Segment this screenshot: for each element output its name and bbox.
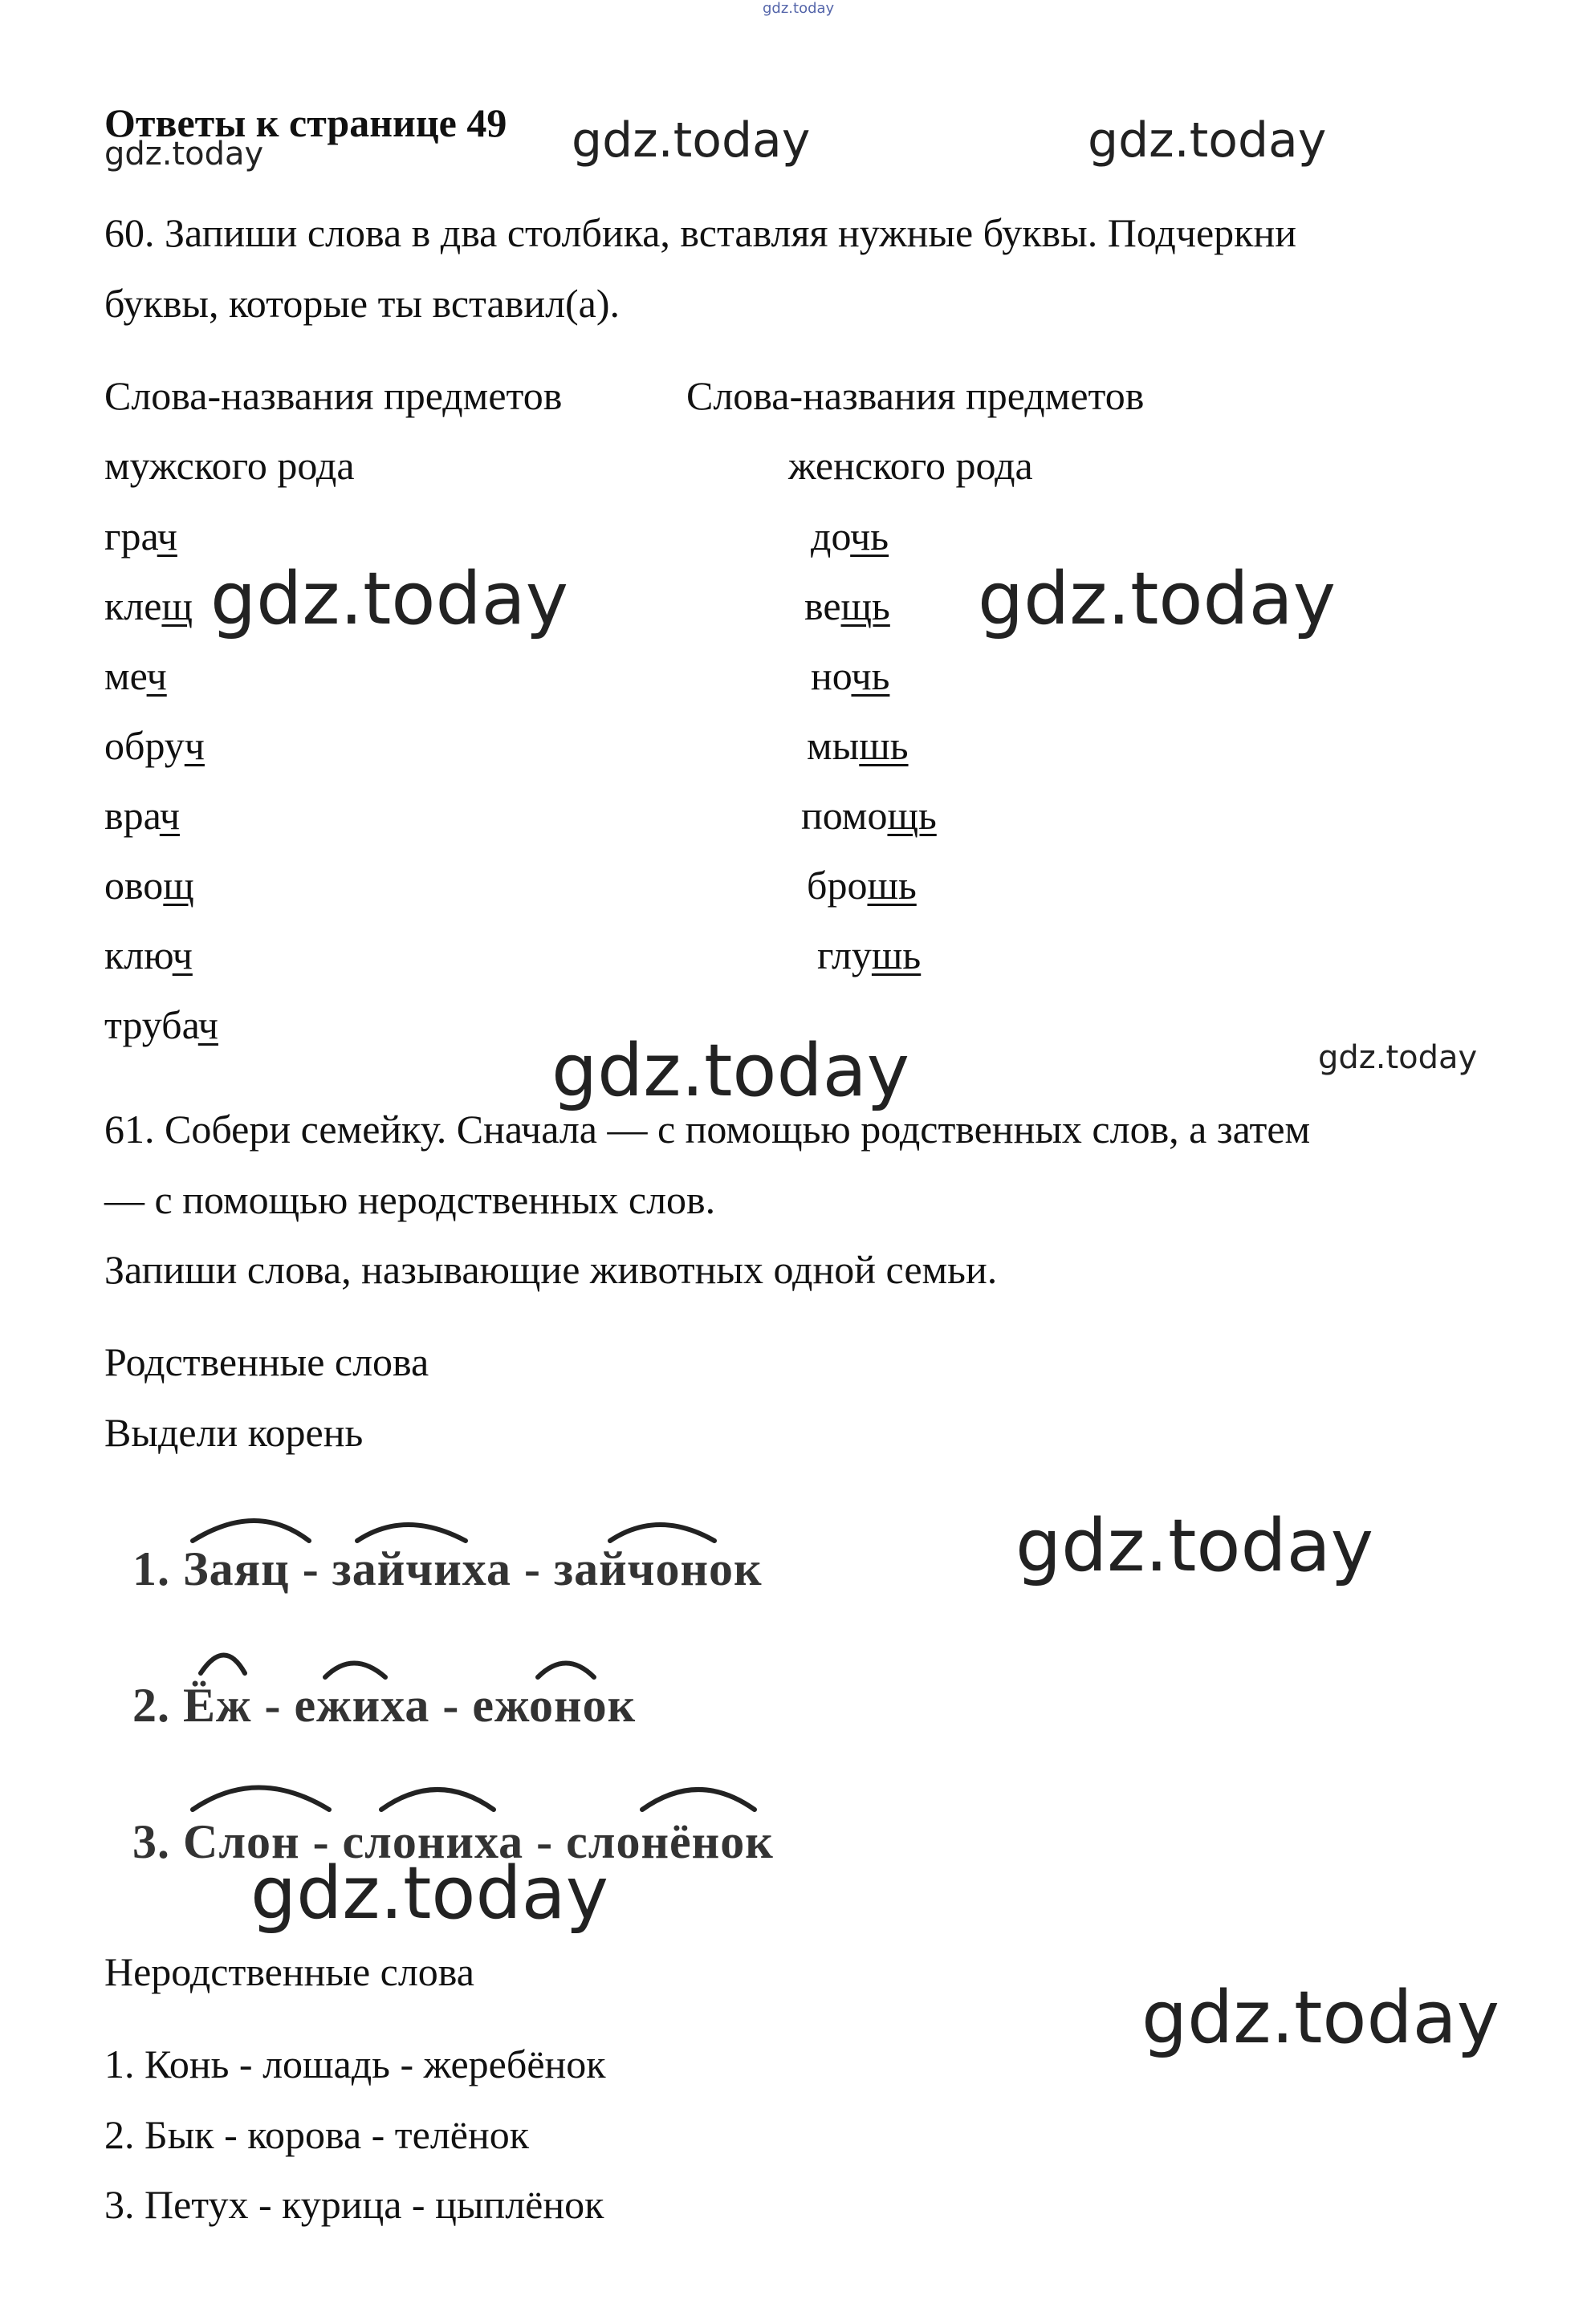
unrelated-words-heading: Неродственные слова [104,1949,474,1994]
watermark: gdz.today [572,112,811,169]
task-61-prompt-line-3: Запиши слова, называющие животных одной семьи. [104,1247,998,1292]
page-title: Ответы к странице 49 [104,100,507,145]
task-61-prompt-line-2: — с помощью неродственных слов. [104,1177,716,1222]
task-60-prompt-line-2: буквы, которые ты вставил(а). [104,281,621,326]
word-item: мышь [807,723,909,768]
watermark: gdz.today [210,557,569,641]
watermark: gdz.today [250,1851,609,1936]
watermark: gdz.today [551,1029,910,1113]
word-item: помощь [801,793,937,838]
word-item: клещ [104,583,193,628]
word-item: дочь [811,514,889,559]
related-family-item: 2. Ёж - ежиха - ежонок [132,1679,637,1732]
masculine-column-header: Слова-названия предметов [104,373,563,418]
unrelated-family-item: 2. Бык - корова - телёнок [104,2112,530,2157]
related-family-item: 1. Заяц - зайчиха - зайчонок [132,1542,763,1595]
related-family-item: 3. Слон - слониха - слонёнок [132,1815,774,1868]
masculine-column-header: мужского рода [104,443,355,488]
task-60-prompt-line-1: 60. Запиши слова в два столбика, вставляя нужные буквы. Подчеркни [104,210,1296,255]
watermark: gdz.today [1141,1976,1500,2060]
word-item: вещь [804,583,890,628]
feminine-column-header: Слова-названия предметов [686,373,1145,418]
word-item: ночь [811,653,890,698]
word-item: ключ [104,932,193,977]
root-instruction: Выдели корень [104,1410,364,1455]
watermark: gdz.today [978,557,1337,641]
watermark: gdz.today [1318,1039,1478,1076]
word-item: брошь [807,863,917,908]
task-61-prompt-line-1: 61. Собери семейку. Сначала — с помощью родственных слов, а затем [104,1107,1311,1152]
related-words-heading: Родственные слова [104,1339,429,1384]
unrelated-family-item: 3. Петух - курица - цыплёнок [104,2182,604,2227]
word-item: трубач [104,1002,218,1047]
unrelated-family-item: 1. Конь - лошадь - жеребёнок [104,2042,606,2086]
word-item: овощ [104,863,194,908]
watermark: gdz.today [763,0,835,17]
word-item: грач [104,514,177,559]
watermark: gdz.today [104,136,264,173]
word-item: обруч [104,723,205,768]
watermark: gdz.today [1015,1504,1374,1588]
watermark: gdz.today [1088,112,1327,169]
word-item: глушь [817,932,922,977]
word-item: меч [104,653,167,698]
word-item: врач [104,793,180,838]
feminine-column-header: женского рода [788,443,1033,488]
